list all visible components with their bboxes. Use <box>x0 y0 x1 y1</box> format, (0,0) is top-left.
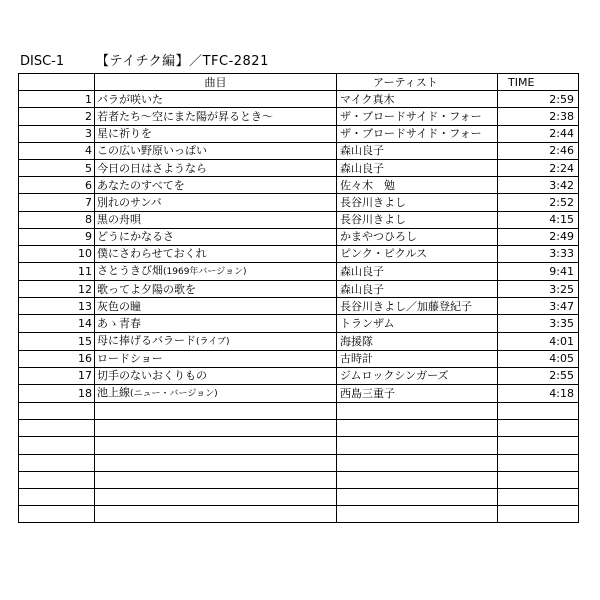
table-row <box>19 91 579 108</box>
track-number: 3 <box>19 125 95 142</box>
track-artist: 長谷川きよし／加藤登紀子 <box>337 298 498 315</box>
track-artist: 長谷川きよし <box>337 194 498 211</box>
track-title: どうにかなるさ <box>97 230 174 244</box>
track-title-cell <box>95 177 337 194</box>
track-number: 5 <box>19 159 95 176</box>
track-artist: ピンク・ピクルス <box>337 245 498 262</box>
track-time: 3:33 <box>498 245 579 262</box>
empty-cell <box>498 454 579 471</box>
track-title: 僕にさわらせておくれ <box>97 247 207 261</box>
track-number: 6 <box>19 177 95 194</box>
track-title: 黒の舟唄 <box>97 213 141 227</box>
header-title: 曲目 <box>95 74 337 91</box>
table-row <box>19 125 579 142</box>
track-time: 3:47 <box>498 298 579 315</box>
track-title-note: (1969年バージョン) <box>163 267 247 278</box>
track-title: ロードショー <box>97 352 163 366</box>
track-title-cell <box>95 142 337 159</box>
empty-row <box>19 471 579 488</box>
empty-cell <box>337 420 498 437</box>
track-title-cell <box>95 281 337 298</box>
track-title-cell <box>95 298 337 315</box>
disc-title: 【テイチク編】／TFC-2821 <box>96 54 269 69</box>
track-number: 18 <box>19 385 95 403</box>
track-title: バラが咲いた <box>97 92 163 106</box>
track-time: 2:59 <box>498 91 579 108</box>
track-title: さとうきび畑 <box>97 264 163 278</box>
track-artist: 森山良子 <box>337 281 498 298</box>
track-time: 2:55 <box>498 367 579 384</box>
track-title-cell <box>95 385 337 403</box>
track-artist: 西島三重子 <box>337 385 498 403</box>
track-title: この広い野原いっぱい <box>97 144 207 158</box>
track-title: 別れのサンバ <box>97 195 162 209</box>
empty-cell <box>498 437 579 454</box>
empty-row <box>19 420 579 437</box>
empty-row <box>19 437 579 454</box>
track-time: 4:01 <box>498 332 579 350</box>
table-row <box>19 315 579 332</box>
table-row <box>19 263 579 281</box>
empty-cell <box>337 454 498 471</box>
disc-header <box>20 53 269 71</box>
track-number: 1 <box>19 91 95 108</box>
track-title-cell <box>95 350 337 367</box>
track-number: 8 <box>19 211 95 228</box>
track-artist: 森山良子 <box>337 142 498 159</box>
track-artist: ザ・ブロードサイド・フォー <box>337 108 498 125</box>
track-title-cell <box>95 263 337 281</box>
track-title-note: (ライブ) <box>196 336 230 347</box>
track-table <box>18 73 579 523</box>
track-number: 12 <box>19 281 95 298</box>
track-number: 16 <box>19 350 95 367</box>
track-time: 9:41 <box>498 263 579 281</box>
track-title: 母に捧げるバラード <box>97 333 196 347</box>
track-time: 2:24 <box>498 159 579 176</box>
track-artist: トランザム <box>337 315 498 332</box>
empty-cell <box>19 454 95 471</box>
track-artist: 古時計 <box>337 350 498 367</box>
track-title-cell <box>95 315 337 332</box>
empty-cell <box>95 420 337 437</box>
empty-cell <box>95 471 337 488</box>
empty-cell <box>337 471 498 488</box>
track-title-cell <box>95 228 337 245</box>
track-artist: ジムロックシンガーズ <box>337 367 498 384</box>
track-number: 9 <box>19 228 95 245</box>
track-title: 星に祈りを <box>97 127 152 141</box>
empty-cell <box>95 454 337 471</box>
empty-cell <box>337 506 498 523</box>
track-title-cell <box>95 91 337 108</box>
track-body <box>19 91 579 523</box>
track-time: 4:05 <box>498 350 579 367</box>
header-artist: アーティスト <box>337 74 498 91</box>
track-time: 2:52 <box>498 194 579 211</box>
track-number: 2 <box>19 108 95 125</box>
table-row <box>19 211 579 228</box>
track-artist: 森山良子 <box>337 159 498 176</box>
table-row <box>19 245 579 262</box>
track-time: 2:38 <box>498 108 579 125</box>
empty-cell <box>95 506 337 523</box>
track-artist: 佐々木 勉 <box>337 177 498 194</box>
track-number: 10 <box>19 245 95 262</box>
track-time: 4:15 <box>498 211 579 228</box>
track-artist: 長谷川きよし <box>337 211 498 228</box>
track-number: 13 <box>19 298 95 315</box>
table-row <box>19 159 579 176</box>
track-time: 3:25 <box>498 281 579 298</box>
table-header-row <box>19 74 579 91</box>
empty-row <box>19 403 579 420</box>
empty-cell <box>337 488 498 505</box>
empty-cell <box>498 403 579 420</box>
empty-cell <box>19 403 95 420</box>
table-row <box>19 108 579 125</box>
empty-cell <box>19 488 95 505</box>
track-title-cell <box>95 211 337 228</box>
empty-cell <box>95 488 337 505</box>
track-time: 3:42 <box>498 177 579 194</box>
track-title-note: (ニュー・バージョン) <box>130 389 218 399</box>
empty-row <box>19 488 579 505</box>
track-time: 2:44 <box>498 125 579 142</box>
track-title: 池上線 <box>97 386 130 399</box>
track-title: あゝ青春 <box>97 317 141 331</box>
track-time: 4:18 <box>498 385 579 403</box>
table-row <box>19 194 579 211</box>
header-number <box>19 74 95 91</box>
track-artist: 海援隊 <box>337 332 498 350</box>
track-artist: ザ・ブロードサイド・フォー <box>337 125 498 142</box>
empty-cell <box>19 420 95 437</box>
empty-row <box>19 506 579 523</box>
track-artist: マイク真木 <box>337 91 498 108</box>
track-title: 灰色の瞳 <box>97 299 141 313</box>
track-time: 3:35 <box>498 315 579 332</box>
table-row <box>19 228 579 245</box>
track-artist: かまやつひろし <box>337 228 498 245</box>
table-row <box>19 385 579 403</box>
empty-cell <box>498 420 579 437</box>
track-title: 切手のないおくりもの <box>97 369 207 383</box>
track-number: 15 <box>19 332 95 350</box>
empty-cell <box>498 506 579 523</box>
track-title-cell <box>95 159 337 176</box>
table-row <box>19 142 579 159</box>
track-number: 7 <box>19 194 95 211</box>
track-title: 若者たち～空にまた陽が昇るとき～ <box>97 109 273 123</box>
track-title: あなたのすべてを <box>97 178 185 192</box>
track-title: 歌ってよ夕陽の歌を <box>97 282 196 296</box>
empty-cell <box>19 471 95 488</box>
track-title: 今日の日はさようなら <box>97 161 207 175</box>
track-title-cell <box>95 194 337 211</box>
table-row <box>19 332 579 350</box>
empty-cell <box>95 437 337 454</box>
table-row <box>19 281 579 298</box>
table-row <box>19 350 579 367</box>
track-title-cell <box>95 332 337 350</box>
table-row <box>19 177 579 194</box>
track-number: 17 <box>19 367 95 384</box>
track-title-cell <box>95 125 337 142</box>
empty-row <box>19 454 579 471</box>
track-time: 2:49 <box>498 228 579 245</box>
track-title-cell <box>95 245 337 262</box>
empty-cell <box>498 488 579 505</box>
empty-cell <box>337 403 498 420</box>
disc-label: DISC-1 <box>20 54 65 69</box>
track-time: 2:46 <box>498 142 579 159</box>
track-title-cell <box>95 367 337 384</box>
track-artist: 森山良子 <box>337 263 498 281</box>
empty-cell <box>498 471 579 488</box>
table-row <box>19 298 579 315</box>
table-row <box>19 367 579 384</box>
track-number: 14 <box>19 315 95 332</box>
empty-cell <box>19 506 95 523</box>
header-time: TIME <box>498 74 579 91</box>
empty-cell <box>337 437 498 454</box>
track-title-cell <box>95 108 337 125</box>
empty-cell <box>19 437 95 454</box>
empty-cell <box>95 403 337 420</box>
track-number: 4 <box>19 142 95 159</box>
track-number: 11 <box>19 263 95 281</box>
